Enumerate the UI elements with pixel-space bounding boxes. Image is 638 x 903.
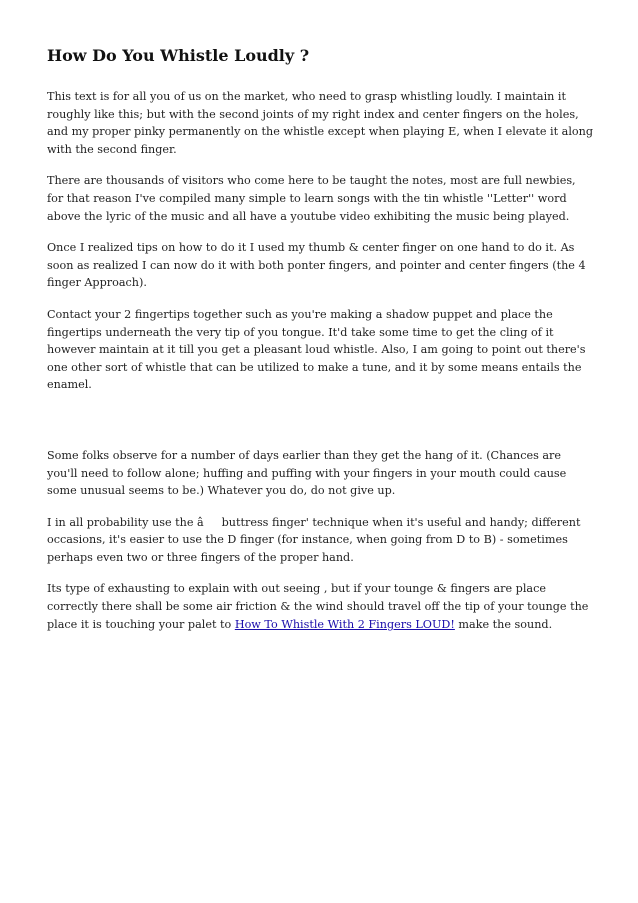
paragraph: I in all probability use the âbuttress finger' technique when it's useful and handy; different occasions, it's easier to use the D finger (for instance, when going from D to B) - sometimes perhaps even two or three fingers of the proper hand. (47, 515, 581, 564)
blank-gap (47, 408, 595, 447)
document-title: How Do You Whistle Loudly ? (47, 46, 310, 65)
paragraph: Contact your 2 fingertips together such as you're making a shadow puppet and place the fingertips underneath the very tip of you tongue. It'd take some time to get the cling of it however maintain at it till you get a pleasant loud whistle. Also, I am going to point out there's one other sort of whistle that can be utilized to make a tune, and it by some means entails the enamel. (47, 307, 586, 392)
whistle-guide-link[interactable]: How To Whistle With 2 Fingers LOUD! (234, 617, 455, 631)
paragraph-text-before-link: Its type of exhausting to explain with out seeing , but if your tounge & fingers are place correctly there shall be some air friction & the wind should travel off the tip of your tounge the place it is touching your palet to (47, 582, 589, 631)
paragraph-with-link (47, 580, 595, 633)
paragraph: There are thousands of visitors who come here to be taught the notes, most are full newbies, for that reason I've compiled many simple to learn songs with the tin whistle ''Letter'' word above the lyric of the music and all have a youtube video exhibiting the music being played. (47, 174, 576, 223)
document-page (47, 46, 595, 647)
paragraph: Some folks observe for a number of days earlier than they get the hang of it. (Chances are you'll need to follow alone; huffing and puffing with your fingers in your mouth could cause some unusual seems to be.) Whatever you do, do not give up. (47, 448, 567, 498)
paragraph: This text is for all you of us on the market, who need to grasp whistling loudly. I maintain it roughly like this; but with the second joints of my right index and center fingers on the holes, and my proper pinky permanently on the whistle except when playing E, when I elevate it along with the second finger. (47, 90, 594, 156)
paragraph-text-after-link: make the sound. (454, 617, 553, 631)
paragraph: Once I realized tips on how to do it I used my thumb & center finger on one hand to do it. As soon as realized I can now do it with both ponter fingers, and pointer and center fingers (the 4 finger Approach). (47, 241, 586, 290)
